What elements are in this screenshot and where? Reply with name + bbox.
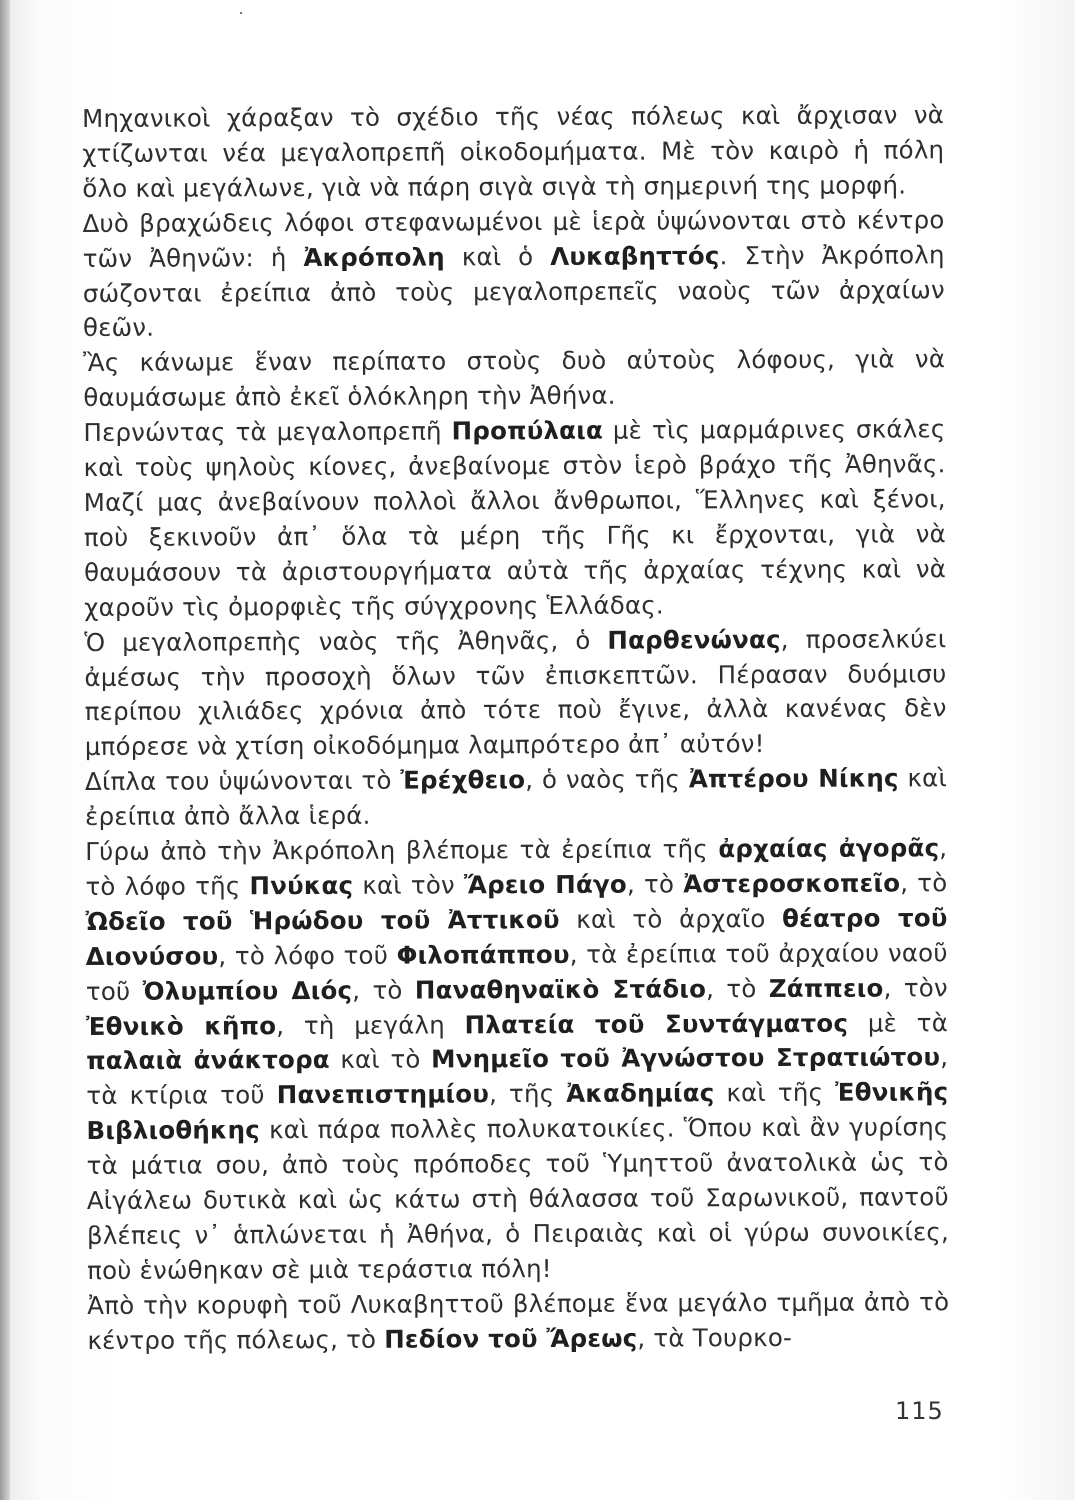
paragraph	[87, 1285, 949, 1359]
text-run: μὲ τὶς μαρμάρινες σκάλες καὶ τοὺς ψηλοὺς κίονες, ἀνεβαίνομε στὸν ἱερὸ βράχο τῆς Ἀθηνᾶς. Μαζί μας ἀνεβαίνουν πολλοὶ ἄλλοι ἄνθρωποι, Ἕλληνες καὶ ξένοι, ποὺ ξεκινοῦν ἀπ᾽ ὅλα τὰ μέρη τῆς Γῆς κι ἔρχονται, γιὰ νὰ θαυμάσουν τὰ ἀριστουργήματα αὐτὰ τῆς ἀρχαίας τέχνης καὶ νὰ χαροῦν τὶς ὀμορφιὲς τῆς σύγχρονης Ἑλλάδας.	[83, 414, 947, 622]
text-run: , τῆς	[488, 1079, 567, 1109]
text-run: καὶ τὸ	[329, 1044, 432, 1075]
bold-term: Ζάππειο	[768, 973, 884, 1003]
text-run: , τὰ Τουρκο-	[637, 1322, 793, 1353]
text-run: , τὰ ἐρείπια τοῦ ἀρχαίου ναοῦ τοῦ	[85, 937, 948, 1006]
text-run: καὶ ἐρείπια ἀπὸ ἄλλα ἱερά.	[85, 763, 948, 832]
text-run: Ἂς κάνωμε ἕναν περίπατο στοὺς δυὸ αὐτοὺς λόφους, γιὰ νὰ θαυμάσωμε ἀπὸ ἐκεῖ ὁλόκληρη τὴν Ἀθήνα.	[83, 344, 946, 413]
bold-term: Φιλοπάππου	[396, 939, 570, 970]
paragraph	[82, 98, 944, 206]
bold-term: Πανεπιστημίου	[276, 1079, 490, 1110]
paragraph	[83, 412, 946, 625]
text-run: , τὸ	[706, 973, 769, 1003]
page-number: 115	[895, 1397, 944, 1425]
text-run: Γύρω ἀπὸ τὴν Ἀκρόπολη βλέπομε τὰ ἐρείπια τῆς	[85, 834, 719, 867]
paragraph	[85, 831, 949, 1289]
body-text	[82, 98, 949, 1358]
paragraph	[82, 203, 945, 346]
text-run: Μηχανικοὶ χάραξαν τὸ σχέδιο τῆς νέας πόλεως καὶ ἄρχισαν νὰ χτίζωνται νέα μεγαλοπρεπῆ οἰκοδομήματα. Μὲ τὸν καιρὸ ἡ πόλη ὅλο καὶ μεγάλωνε, γιὰ νὰ πάρη σιγὰ σιγὰ τὴ σημερινή της μορφή.	[82, 100, 945, 203]
text-run: Δίπλα του ὑψώνονται τὸ	[84, 765, 401, 797]
bold-term: Μνημεῖο τοῦ Ἀγνώστου Στρατιώτου	[431, 1042, 941, 1074]
paragraph	[85, 761, 947, 835]
text-run: , προσελκύει ἀμέσως τὴν προσοχὴ ὅλων τῶν ἐπισκεπτῶν. Πέρασαν δυόμισυ περίπου χιλιάδες χρόνια ἀπὸ τότε ποὺ ἔγινε, ἀλλὰ κανένας δὲν μπόρεσε νὰ χτίση οἰκοδόμημα λαμπρότερο ἀπ᾽ αὐτόν!	[84, 623, 947, 762]
text-run: καὶ πάρα πολλὲς πολυκατοικίες. Ὅπου καὶ ἂν γυρίσης τὰ μάτια σου, ἀπὸ τοὺς πρόποδες τοῦ Ὑμηττοῦ ἀνατολικὰ ὡς τὸ Αἰγάλεω δυτικὰ καὶ ὡς κάτω στὴ θάλασσα τοῦ Σαρωνικοῦ, παντοῦ βλέπεις ν᾽ ἁπλώνεται ἡ Ἀθήνα, ὁ Πειραιὰς καὶ οἱ γύρω συνοικίες, ποὺ ἑνώθηκαν σὲ μιὰ τεράστια πόλη!	[86, 1112, 950, 1285]
bold-term: Πεδίον τοῦ Ἄρεως	[384, 1323, 638, 1354]
bold-term: Πλατεία τοῦ Συντάγματος	[464, 1008, 849, 1039]
paragraph	[84, 622, 947, 765]
text-run: Περνώντας τὰ μεγαλοπρεπῆ	[83, 416, 452, 448]
bold-term: Ἀκαδημίας	[566, 1078, 715, 1109]
text-run: , τὸ λόφο τοῦ	[218, 940, 397, 971]
text-run: , τὰ κτίρια τοῦ	[86, 1042, 949, 1111]
bold-term: θέατρο τοῦ Διονύσου	[85, 903, 948, 971]
bold-term: Ἐθνικῆς Βιβλιοθήκης	[86, 1077, 949, 1146]
bold-term: Ὀλυμπίου Διός	[142, 975, 353, 1006]
bold-term: Ἀπτέρου Νίκης	[688, 763, 899, 794]
text-run: , ὁ ναὸς τῆς	[525, 764, 689, 795]
bold-term: Ἀκρόπολη	[303, 242, 445, 272]
text-run: Ἀπὸ τὴν κορυφὴ τοῦ Λυκαβηττοῦ βλέπομε ἕνα μεγάλο τμῆμα ἀπὸ τὸ κέντρο τῆς πόλεως, τὸ	[87, 1287, 950, 1355]
text-run: καὶ ὁ	[444, 241, 551, 272]
scan-speck	[240, 12, 242, 14]
text-run: , τὸ	[626, 869, 684, 899]
text-run: , τὸ	[900, 868, 948, 898]
bold-term: Ἄρειο Πάγο	[463, 869, 627, 900]
text-run: Ὁ μεγαλοπρεπὴς ναὸς τῆς Ἀθηνᾶς, ὁ	[84, 625, 608, 657]
bold-term: Λυκαβηττός	[550, 240, 720, 271]
bold-term: Παρθενώνας	[607, 624, 781, 655]
bold-term: Πνύκας	[249, 870, 354, 901]
text-run: , τὸν	[883, 972, 948, 1003]
bold-term: ἀρχαίας ἀγορᾶς	[718, 833, 940, 864]
text-run: , τὸ λόφο τῆς	[85, 833, 948, 901]
bold-term: Παναθηναϊκὸ Στάδιο	[414, 973, 707, 1005]
text-run: . Στὴν Ἀκρόπολη σώζονται ἐρείπια ἀπὸ τοὺς μεγαλοπρεπεῖς ναοὺς τῶν ἀρχαίων θεῶν.	[82, 239, 945, 343]
paragraph	[83, 343, 945, 417]
text-run: καὶ τὸν	[353, 870, 465, 900]
text-run: , τὴ μεγάλη	[276, 1009, 465, 1040]
bold-term: παλαιὰ ἀνάκτορα	[86, 1045, 330, 1076]
text-run: , τὸ	[352, 975, 415, 1005]
book-gutter-shadow	[0, 0, 10, 1500]
text-run: Δυὸ βραχώδεις λόφοι στεφανωμένοι μὲ ἱερὰ ὑψώνονται στὸ κέντρο τῶν Ἀθηνῶν: ἡ	[82, 204, 945, 273]
bold-term: Ἐρέχθειο	[400, 765, 526, 795]
text-run: μὲ τὰ	[848, 1007, 949, 1038]
bold-term: Προπύλαια	[451, 415, 604, 446]
text-run: καὶ τῆς	[714, 1078, 836, 1108]
bold-term: Ὠδεῖο τοῦ Ἡρώδου τοῦ Ἀττικοῦ	[85, 904, 560, 936]
bold-term: Ἀστεροσκοπεῖο	[683, 868, 901, 899]
text-run: καὶ τὸ ἀρχαῖο	[559, 903, 783, 934]
bold-term: Ἐθνικὸ κῆπο	[85, 1010, 277, 1041]
